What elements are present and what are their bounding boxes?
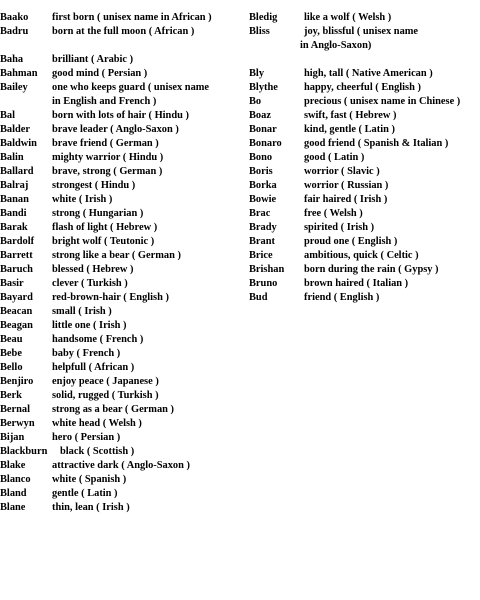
entry-name: Bardolf bbox=[0, 236, 35, 247]
entry-meaning: brave, strong ( German ) bbox=[52, 166, 163, 177]
entry-meaning: solid, rugged ( Turkish ) bbox=[52, 390, 159, 401]
left-column-entry bbox=[0, 431, 240, 445]
entry-name: Bandi bbox=[0, 208, 27, 219]
right-column-entry bbox=[249, 81, 480, 95]
left-column-entry bbox=[0, 417, 240, 431]
entry-meaning: gentle ( Latin ) bbox=[52, 488, 118, 499]
entry-name: Bo bbox=[249, 96, 262, 107]
entry-meaning: proud one ( English ) bbox=[304, 236, 398, 247]
entry-name: Baruch bbox=[0, 264, 33, 275]
right-column-entry bbox=[249, 11, 480, 25]
right-column-entry bbox=[249, 95, 480, 109]
entry-name: Barak bbox=[0, 222, 28, 233]
entry-name: Balraj bbox=[0, 180, 29, 191]
entry-name: Baldwin bbox=[0, 138, 37, 149]
entry-name: Bruno bbox=[249, 278, 278, 289]
entry-meaning: strong as a bear ( German ) bbox=[52, 404, 174, 415]
entry-name: Basir bbox=[0, 278, 24, 289]
entry-name: Balin bbox=[0, 152, 24, 163]
left-column-entry bbox=[0, 459, 240, 473]
entry-name: Bal bbox=[0, 110, 16, 121]
entry-name: Bernal bbox=[0, 404, 31, 415]
entry-name: Brice bbox=[249, 250, 273, 261]
left-column-entry bbox=[0, 305, 240, 319]
entry-meaning: strongest ( Hindu ) bbox=[52, 180, 136, 191]
entry-meaning: hero ( Persian ) bbox=[52, 432, 121, 443]
entry-meaning: fair haired ( Irish ) bbox=[304, 194, 388, 205]
entry-name: Badru bbox=[0, 26, 29, 37]
left-column-entry bbox=[0, 249, 240, 263]
right-column-entry bbox=[249, 25, 480, 53]
entry-name: Banan bbox=[0, 194, 29, 205]
entry-name: Beau bbox=[0, 334, 23, 345]
right-column-entry bbox=[249, 207, 480, 221]
entry-meaning: born with lots of hair ( Hindu ) bbox=[52, 110, 189, 121]
entry-meaning: kind, gentle ( Latin ) bbox=[304, 124, 395, 135]
entry-name: Bailey bbox=[0, 82, 28, 93]
right-column-entry bbox=[249, 123, 480, 137]
entry-name: Borka bbox=[249, 180, 277, 191]
entry-meaning: born at the full moon ( African ) bbox=[52, 26, 195, 37]
entry-name: Baha bbox=[0, 54, 24, 65]
left-column-entry bbox=[0, 207, 240, 221]
entry-meaning: born during the rain ( Gypsy ) bbox=[304, 264, 439, 275]
entry-name: Brishan bbox=[249, 264, 285, 275]
left-column-entry bbox=[0, 473, 240, 487]
entry-meaning: mighty warrior ( Hindu ) bbox=[52, 152, 164, 163]
entry-meaning: little one ( Irish ) bbox=[52, 320, 127, 331]
entry-name: Bono bbox=[249, 152, 273, 163]
entry-name: Ballard bbox=[0, 166, 34, 177]
entry-meaning: red-brown-hair ( English ) bbox=[52, 292, 169, 303]
entry-meaning: small ( Irish ) bbox=[52, 306, 112, 317]
entry-name: Bayard bbox=[0, 292, 33, 303]
entry-meaning: good ( Latin ) bbox=[304, 152, 365, 163]
left-column-entry bbox=[0, 123, 240, 137]
entry-name: Blythe bbox=[249, 82, 278, 93]
entry-meaning: thin, lean ( Irish ) bbox=[52, 502, 130, 513]
left-column-entry bbox=[0, 445, 240, 459]
entry-name: Barrett bbox=[0, 250, 33, 261]
entry-name: Bly bbox=[249, 68, 265, 79]
entry-meaning: happy, cheerful ( English ) bbox=[304, 82, 421, 93]
entry-meaning: baby ( French ) bbox=[52, 348, 121, 359]
entry-name: Bud bbox=[249, 292, 268, 303]
right-column-entry bbox=[249, 291, 480, 305]
left-column-entry bbox=[0, 263, 240, 277]
entry-meaning: brave friend ( German ) bbox=[52, 138, 159, 149]
entry-meaning: precious ( unisex name in Chinese ) bbox=[304, 96, 461, 107]
left-column-entry bbox=[0, 501, 240, 515]
entry-meaning: worrior ( Slavic ) bbox=[304, 166, 380, 177]
entry-meaning: white head ( Welsh ) bbox=[52, 418, 142, 429]
entry-meaning: bright wolf ( Teutonic ) bbox=[52, 236, 155, 247]
entry-name: Brac bbox=[249, 208, 271, 219]
left-column-entry bbox=[0, 291, 240, 305]
left-column-entry bbox=[0, 151, 240, 165]
entry-name: Bledig bbox=[249, 12, 278, 23]
left-column-entry bbox=[0, 109, 240, 123]
entry-name: Bonar bbox=[249, 124, 277, 135]
left-column-entry bbox=[0, 235, 240, 249]
entry-name: Brady bbox=[249, 222, 277, 233]
entry-meaning: free ( Welsh ) bbox=[304, 208, 363, 219]
right-column-entry bbox=[249, 179, 480, 193]
entry-name: Bahman bbox=[0, 68, 38, 79]
entry-meaning: good friend ( Spanish & Italian ) bbox=[304, 138, 449, 149]
entry-meaning: attractive dark ( Anglo-Saxon ) bbox=[52, 460, 190, 471]
entry-meaning: enjoy peace ( Japanese ) bbox=[52, 376, 159, 387]
left-column-entry bbox=[0, 487, 240, 501]
right-column-entry bbox=[249, 109, 480, 123]
entry-name: Bebe bbox=[0, 348, 22, 359]
right-column-entry bbox=[249, 67, 480, 81]
section-gap bbox=[249, 53, 480, 67]
entry-meaning: worrior ( Russian ) bbox=[304, 180, 389, 191]
entry-meaning: spirited ( Irish ) bbox=[304, 222, 375, 233]
right-column-entry bbox=[249, 249, 480, 263]
right-column-entry bbox=[249, 221, 480, 235]
left-column-entry bbox=[0, 277, 240, 291]
left-column-entry bbox=[0, 221, 240, 235]
left-column-entry bbox=[0, 179, 240, 193]
left-column-entry bbox=[0, 375, 240, 389]
left-column-entry bbox=[0, 361, 240, 375]
entry-meaning: black ( Scottish ) bbox=[60, 446, 135, 457]
left-column-entry bbox=[0, 333, 240, 347]
right-column-entry bbox=[249, 151, 480, 165]
right-column-entry bbox=[249, 137, 480, 151]
left-column-entry bbox=[0, 67, 240, 81]
entry-meaning: like a wolf ( Welsh ) bbox=[304, 12, 392, 23]
entry-meaning: white ( Spanish ) bbox=[52, 474, 127, 485]
entry-meaning: good mind ( Persian ) bbox=[52, 68, 148, 79]
entry-name: Baako bbox=[0, 12, 29, 23]
left-column-entry bbox=[0, 193, 240, 207]
entry-name: Boaz bbox=[249, 110, 271, 121]
entry-meaning: first born ( unisex name in African ) bbox=[52, 12, 212, 23]
entry-meaning: high, tall ( Native American ) bbox=[304, 68, 433, 79]
entry-meaning: strong ( Hungarian ) bbox=[52, 208, 144, 219]
left-column-entry bbox=[0, 165, 240, 179]
entry-meaning: clever ( Turkish ) bbox=[52, 278, 128, 289]
right-column bbox=[249, 11, 480, 305]
entry-name: Bonaro bbox=[249, 138, 282, 149]
entry-name: Brant bbox=[249, 236, 275, 247]
entry-meaning: brave leader ( Anglo-Saxon ) bbox=[52, 124, 179, 135]
left-column-entry bbox=[0, 53, 240, 67]
entry-meaning: joy, blissful ( unisex name bbox=[304, 26, 419, 37]
left-column-entry bbox=[0, 81, 240, 109]
entry-name: Bijan bbox=[0, 432, 25, 443]
entry-name: Blackburn bbox=[0, 446, 48, 457]
right-column-entry bbox=[249, 263, 480, 277]
entry-name: Balder bbox=[0, 124, 31, 135]
entry-name: Berk bbox=[0, 390, 22, 401]
right-column-entry bbox=[249, 193, 480, 207]
entry-meaning: brilliant ( Arabic ) bbox=[52, 54, 134, 65]
entry-name: Bello bbox=[0, 362, 23, 373]
entry-meaning: strong like a bear ( German ) bbox=[52, 250, 181, 261]
left-column-entry bbox=[0, 137, 240, 151]
left-column bbox=[0, 11, 240, 515]
entry-name: Beacan bbox=[0, 306, 33, 317]
entry-meaning-continued: in Anglo-Saxon) bbox=[300, 40, 372, 51]
entry-name: Blake bbox=[0, 460, 26, 471]
entry-meaning: one who keeps guard ( unisex name bbox=[52, 82, 210, 93]
left-column-entry bbox=[0, 319, 240, 333]
entry-meaning: flash of light ( Hebrew ) bbox=[52, 222, 158, 233]
entry-meaning: brown haired ( Italian ) bbox=[304, 278, 409, 289]
right-column-entry bbox=[249, 165, 480, 179]
entry-name: Benjiro bbox=[0, 376, 34, 387]
right-column-entry bbox=[249, 235, 480, 249]
left-column-entry bbox=[0, 25, 240, 39]
section-gap bbox=[0, 39, 240, 53]
entry-meaning-continued: in English and French ) bbox=[52, 96, 157, 107]
entry-meaning: swift, fast ( Hebrew ) bbox=[304, 110, 397, 121]
entry-name: Bliss bbox=[249, 26, 270, 37]
left-column-entry bbox=[0, 389, 240, 403]
entry-meaning: helpfull ( African ) bbox=[52, 362, 135, 373]
entry-name: Blane bbox=[0, 502, 26, 513]
entry-meaning: white ( Irish ) bbox=[52, 194, 113, 205]
right-column-entry bbox=[249, 277, 480, 291]
left-column-entry bbox=[0, 11, 240, 25]
entry-meaning: ambitious, quick ( Celtic ) bbox=[304, 250, 419, 261]
entry-meaning: friend ( English ) bbox=[304, 292, 380, 303]
left-column-entry bbox=[0, 347, 240, 361]
entry-name: Bland bbox=[0, 488, 27, 499]
left-column-entry bbox=[0, 403, 240, 417]
entry-meaning: blessed ( Hebrew ) bbox=[52, 264, 134, 275]
entry-name: Boris bbox=[249, 166, 273, 177]
entry-name: Bowie bbox=[249, 194, 277, 205]
entry-meaning: handsome ( French ) bbox=[52, 334, 144, 345]
entry-name: Berwyn bbox=[0, 418, 35, 429]
entry-name: Beagan bbox=[0, 320, 33, 331]
entry-name: Blanco bbox=[0, 474, 31, 485]
